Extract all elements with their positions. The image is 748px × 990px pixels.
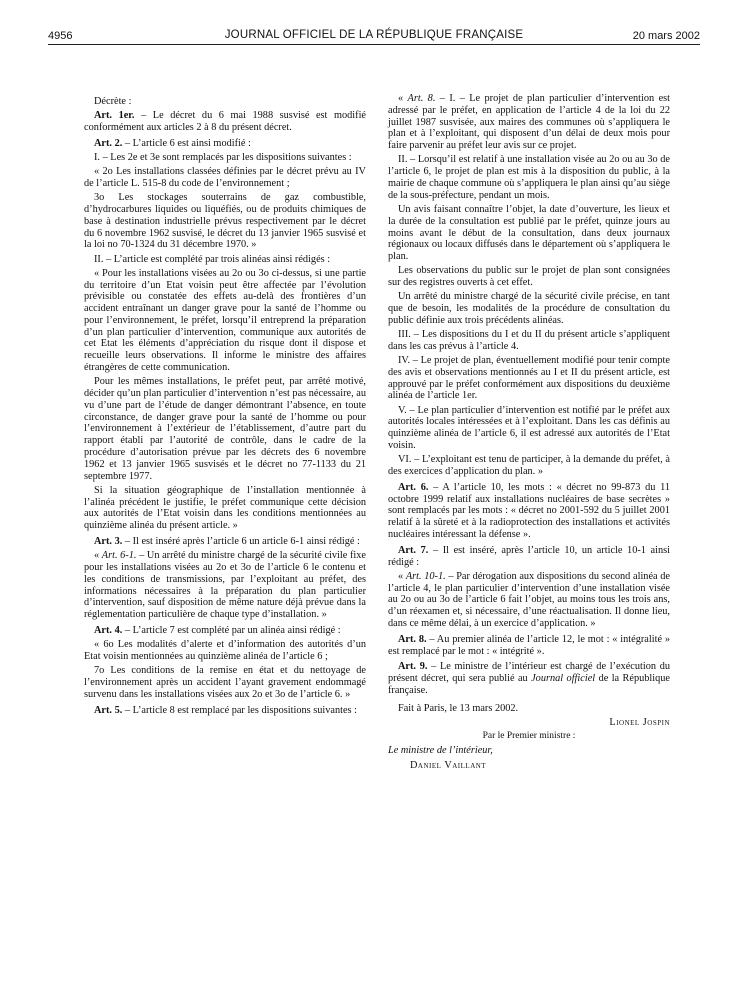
article-6 — [388, 482, 670, 541]
paragraph: II. – Lorsqu’il est relatif à une installation visée au 2o ou au 3o de l’article 6, le projet de plan est mis à la disposition du public, à la mairie de chaque commune où s’appliquera le plan ainsi qu’au siège de la sous-préfecture, pendant un mois. — [388, 154, 670, 201]
article-text: – Il est inséré après l’article 6 un article 6-1 ainsi rédigé : — [122, 536, 360, 548]
signature-block — [388, 703, 670, 772]
journal-name: Journal officiel — [531, 673, 596, 685]
article-9 — [388, 661, 670, 696]
page-number: 4956 — [48, 30, 73, 42]
article-7 — [388, 545, 670, 569]
inserted-article-label: Art. 8. — [407, 93, 436, 104]
article-text: – Au premier alinéa de l’article 12, le mot : « intégralité » est remplacé par le mot : « intégrité ». — [388, 633, 670, 657]
article-text: – L’article 6 est ainsi modifié : — [122, 137, 251, 149]
left-column — [84, 92, 366, 719]
inserted-article-label: Art. 6-1. — [101, 550, 137, 562]
prime-minister-name: Lionel Jospin — [609, 716, 670, 728]
article-text: – L’article 8 est remplacé par les dispositions suivantes : — [122, 704, 357, 716]
paragraph: I. – Les 2e et 3e sont remplacés par les dispositions suivantes : — [94, 151, 352, 163]
paragraph: Pour les mêmes installations, le préfet peut, par arrêté motivé, décider qu’un plan particulier d’intervention n’est pas nécessaire, au vu d’une part de l’étude de danger démontrant l’absence, en toute circonstance, de danger grave pour la santé de l’homme ou pour l’environnement à l’extérieur de l’établissement, d’autre part du rapport établi par l’autorité de contrôle, dans le cadre de la procédure d’autorisation prévue par les décrets des 6 novembre 1962 et 13 janvier 1965 susvisés et le décret no 77-1133 du 21 septembre 1977. — [84, 376, 366, 482]
article-2 — [84, 138, 366, 150]
article-text: – Il est inséré, après l’article 10, un article 10-1 ainsi rédigé : — [388, 544, 670, 568]
paragraph: III. – Les dispositions du I et du II du présent article s’appliquent dans les cas prévus à l’article 4. — [388, 329, 670, 352]
paragraph: Les observations du public sur le projet de plan sont consignées sur des registres ouverts à cet effet. — [388, 265, 670, 289]
minister-title: Le ministre de l’intérieur, — [388, 745, 493, 757]
countersign-intro: Par le Premier ministre : — [482, 731, 576, 742]
article-text: – L’article 7 est complété par un alinéa ainsi rédigé : — [122, 624, 341, 636]
article-4 — [84, 625, 366, 637]
header-rule — [48, 44, 700, 45]
article-text: – A l’article 10, les mots : « décret no 99-873 du 11 octobre 1999 relatif aux installations nucléaires de base secrètes » sont remplacés par les mots : « décret no 2001-592 du 5 juillet 2001 relatif à la sûreté et à la radioprotection des installations et activités nucléaires intéressant la défense ». — [388, 481, 670, 541]
minister-name: Daniel Vaillant — [410, 759, 487, 771]
article-label: Art. 1er. — [94, 110, 135, 122]
decrete-line: Décrète : — [94, 96, 132, 107]
paragraph — [388, 571, 670, 630]
fait-line: Fait à Paris, le 13 mars 2002. — [398, 702, 519, 714]
paragraph: Un avis faisant connaître l’objet, la date d’ouverture, les lieux et la durée de la consultation est publié par le préfet, quinze jours au moins avant le début de la consultation, dans deux journaux régionaux ou locaux diffusés dans le département où s’appliquera le plan. — [388, 203, 670, 263]
journal-title: JOURNAL OFFICIEL DE LA RÉPUBLIQUE FRANÇAISE — [224, 29, 524, 41]
article-3 — [84, 536, 366, 548]
paragraph: « 6o Les modalités d’alerte et d’information des autorités d’un Etat voisin mentionnées au quinzième alinéa de l’article 6 ; — [84, 639, 366, 662]
paragraph: « Pour les installations visées au 2o ou 3o ci-dessus, si une partie du territoire d’un Etat voisin peut être affectée par l’évolution prévisible ou constatée des effets au-delà des frontières d’un accident entraînant un danger grave pour la santé de l’homme ou pour l’environnement, le préfet, lorsqu’il entreprend la préparation d’un plan particulier d’intervention, communique aux autorités de cet Etat les éléments d’appréciation du risque dont il dispose et recueille leurs observations. Il informe le ministre des affaires étrangères de cette communication. — [84, 267, 366, 374]
article-label: Art. 2. — [94, 137, 123, 149]
article-text: – I. – Le projet de plan particulier d’intervention est adressé par le préfet, en application de l’article 4 de la loi du 22 juillet 1987 susvisée, aux maires des communes où s’appliquera le plan et à l’exploitant, qui disposent d’un délai de deux mois pour faire parvenir au préfet leur avis sur ce projet. — [388, 93, 671, 152]
paragraph: « 2o Les installations classées définies par le décret prévu au IV de l’article L. 515-8 du code de l’environnement ; — [84, 166, 366, 189]
paragraph: II. – L’article est complété par trois alinéas ainsi rédigés : — [94, 253, 331, 265]
paragraph: 7o Les conditions de la remise en état et du nettoyage de l’environnement après un accident l’ayant gravement endommagé survenu dans les installations visées aux 2o et 3o de l’article 6. » — [84, 665, 366, 700]
paragraph: Si la situation géographique de l’installation mentionnée à l’alinéa précédent le justifie, le préfet communique cette décision aux autorités de l’Etat voisin dans les conditions mentionnées au quinzième alinéa du présent article. » — [84, 484, 366, 532]
article-label: Art. 7. — [398, 544, 429, 556]
article-label: Art. 8. — [398, 633, 427, 645]
article-label: Art. 3. — [94, 536, 123, 548]
paragraph: V. – Le plan particulier d’intervention est notifié par le préfet aux autorités locales intéressées et à l’exploitant. Dans les cas définis au quinzième alinéa de l’article 6, il est adressé aux autorités de l’Etat voisin. — [388, 404, 670, 452]
article-text: – Par dérogation aux dispositions du second alinéa de l’article 4, le plan particulier d’intervention d’une installation visée au 2o ou au 3o de l’article 6 fait l’objet, au moins tous les trois ans, d’un réexamen et, si nécessaire, d’une réactualisation. Il donne lieu, dans ce même délai, à un exercice d’application. » — [388, 570, 670, 629]
page-header — [48, 26, 700, 46]
article-text: – Un arrêté du ministre chargé de la sécurité civile fixe pour les installations visées au 2o et 3o de l’article 6 le contenu et les conditions de transmissions, par l’exploitant au préfet, des informations nécessaires à la préparation du plan particulier d’intervention, sauf disposition de même nature déjà prévue dans la réglementation particulière de chaque type d’installation. » — [84, 550, 366, 621]
paragraph: 3o Les stockages souterrains de gaz combustible, d’hydrocarbures liquides ou liquéfiés, ou de produits chimiques de base à destination industrielle prévus respectivement par le décret du 6 novembre 1962 susvisé, le décret du 13 janvier 1965 susvisé et la loi no 70-1324 du 31 décembre 1970. » — [84, 192, 366, 251]
quote-mark: « — [94, 550, 102, 562]
right-column — [388, 93, 670, 774]
article-text: de la République française. — [388, 673, 671, 696]
paragraph — [84, 550, 366, 621]
paragraph: IV. – Le projet de plan, éventuellement modifié pour tenir compte des avis et observations mentionnés au I et II du présent article, est approuvé par le préfet conformément aux dispositions du deuxième alinéa de l’article 1er. — [388, 355, 670, 402]
paragraph — [388, 93, 670, 152]
issue-date: 20 mars 2002 — [632, 30, 700, 42]
paragraph: Un arrêté du ministre chargé de la sécurité civile précise, en tant que de besoin, les modalités de la procédure de consultation du public définie aux trois précédents alinéas. — [388, 291, 670, 326]
inserted-article-label: Art. 10-1. — [405, 570, 446, 582]
article-text: – Le ministre de l’intérieur est chargé de l’exécution du présent décret, qui sera publié au — [388, 661, 671, 685]
article-label: Art. 9. — [398, 661, 428, 673]
article-label: Art. 4. — [94, 624, 123, 636]
article-label: Art. 6. — [398, 481, 429, 493]
article-label: Art. 5. — [94, 704, 123, 716]
article-1 — [84, 110, 366, 134]
article-5 — [84, 705, 366, 717]
article-8 — [388, 634, 670, 658]
paragraph: VI. – L’exploitant est tenu de participer, à la demande du préfet, à des exercices d’application du plan. » — [388, 454, 670, 478]
quote-mark: « — [398, 93, 408, 104]
article-text: – Le décret du 6 mai 1988 susvisé est modifié conformément aux articles 2 à 8 du présent décret. — [84, 110, 366, 133]
quote-mark: « — [398, 570, 406, 582]
